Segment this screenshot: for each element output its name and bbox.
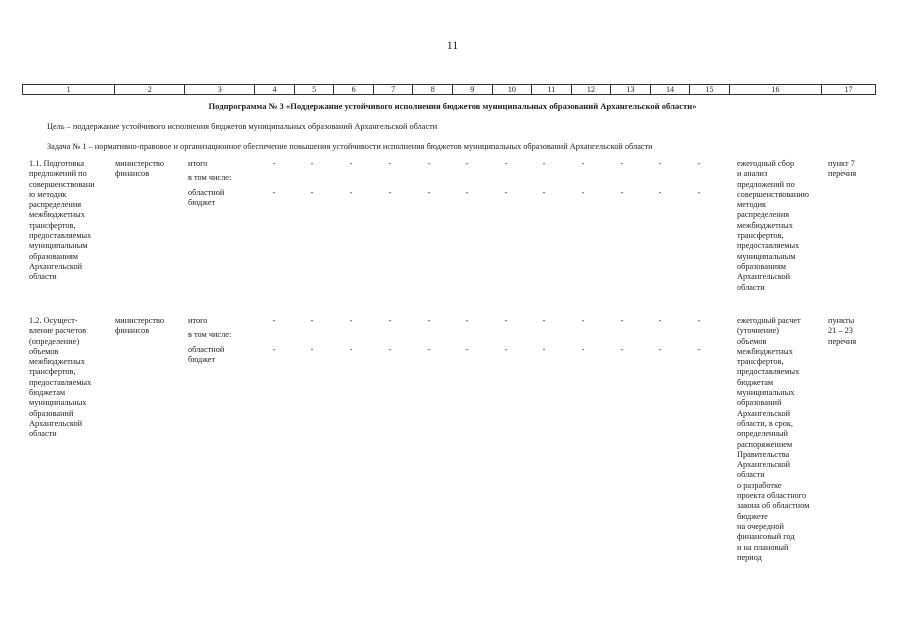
row-2-value-dash: - — [620, 345, 624, 354]
row-1-value-dash: - — [504, 188, 508, 197]
row-2-value-dash: - — [388, 345, 392, 354]
task-text: Задача № 1 – нормативно-правовое и организационное обеспечение повышения устойчивости исполнения бюджетов муниципальных образований Архангельской области — [47, 142, 653, 151]
row-1-result: ежегодный сбор и анализ предложений по совершенствованию методик распределения межбюджетных трансфертов, предоставляемых муниципальным образованиям Архангельской области — [737, 159, 809, 292]
row-2-value-dash: - — [581, 345, 585, 354]
row-1-value-dash: - — [542, 188, 546, 197]
row-1-value-dash: - — [388, 159, 392, 168]
row-1-value-dash: - — [697, 188, 701, 197]
header-col-9: 9 — [453, 85, 493, 95]
row-2-value-dash: - — [504, 316, 508, 325]
row-2-value-dash: - — [658, 345, 662, 354]
header-col-8: 8 — [413, 85, 453, 95]
header-col-16: 16 — [729, 85, 821, 95]
row-2-value-dash: - — [697, 345, 701, 354]
row-2-value-dash: - — [620, 316, 624, 325]
page-number: 11 — [446, 38, 459, 52]
header-col-3: 3 — [185, 85, 255, 95]
row-1-value-dash: - — [465, 188, 469, 197]
header-col-5: 5 — [294, 85, 334, 95]
row-1-value-dash: - — [504, 159, 508, 168]
row-1-value-dash: - — [581, 188, 585, 197]
goal-text: Цель – поддержание устойчивого исполнения бюджетов муниципальных образований Архангельской области — [47, 122, 438, 131]
row-2-value-dash: - — [504, 345, 508, 354]
header-col-17: 17 — [822, 85, 876, 95]
header-col-4: 4 — [255, 85, 295, 95]
header-col-1: 1 — [23, 85, 115, 95]
header-col-6: 6 — [334, 85, 374, 95]
header-col-14: 14 — [650, 85, 690, 95]
row-2-value-dash: - — [427, 345, 431, 354]
row-2-source-total: итого — [188, 316, 208, 325]
row-1-value-dash: - — [542, 159, 546, 168]
row-1-source-total: итого — [188, 159, 208, 168]
row-1-value-dash: - — [465, 159, 469, 168]
row-1-value-dash: - — [658, 159, 662, 168]
row-1-value-dash: - — [697, 159, 701, 168]
row-2-source-including: в том числе: — [188, 330, 232, 339]
header-col-7: 7 — [373, 85, 413, 95]
row-1-value-dash: - — [272, 159, 276, 168]
row-1-value-dash: - — [620, 159, 624, 168]
row-1-value-dash: - — [427, 159, 431, 168]
row-2-value-dash: - — [697, 316, 701, 325]
row-1-value-dash: - — [581, 159, 585, 168]
row-2-result: ежегодный расчет (уточнение) объемов межбюджетных трансфертов, предоставляемых бюджетам муниципальных образований Архангельской области, в срок, определенный распоряжением Правительства Архангельской области о разработке проекта областного закона об областном бюджете на очередной финансовый год и на плановый период — [737, 316, 810, 562]
row-2-value-dash: - — [427, 316, 431, 325]
column-number-header — [22, 84, 876, 95]
row-1-value-dash: - — [272, 188, 276, 197]
row-2-value-dash: - — [310, 345, 314, 354]
header-col-12: 12 — [571, 85, 611, 95]
row-1-value-dash: - — [349, 159, 353, 168]
row-2-value-dash: - — [349, 345, 353, 354]
row-1-source-budget: областной бюджет — [188, 188, 225, 208]
row-2-value-dash: - — [581, 316, 585, 325]
row-1-link: пункт 7 перечня — [828, 159, 857, 179]
row-1-value-dash: - — [349, 188, 353, 197]
row-1-value-dash: - — [658, 188, 662, 197]
row-2-value-dash: - — [658, 316, 662, 325]
header-col-10: 10 — [492, 85, 532, 95]
row-1-executor: министерство финансов — [115, 159, 165, 179]
row-2-value-dash: - — [465, 345, 469, 354]
header-col-2: 2 — [115, 85, 185, 95]
row-2-value-dash: - — [465, 316, 469, 325]
row-1-value-dash: - — [388, 188, 392, 197]
row-1-value-dash: - — [310, 159, 314, 168]
row-2-name: 1.2. Осущест- вление расчетов (определение) объемов межбюджетных трансфертов, предоставляемых бюджетам муниципальных образований Архангельской области — [29, 316, 92, 439]
row-2-value-dash: - — [272, 345, 276, 354]
row-2-value-dash: - — [542, 316, 546, 325]
row-2-value-dash: - — [542, 345, 546, 354]
row-1-name: 1.1. Подготовка предложений по совершенствовани ю методик распределения межбюджетных трансфертов, предоставляемых муниципальным образованиям Архангельской области — [29, 159, 95, 282]
row-2-source-budget: областной бюджет — [188, 345, 225, 365]
row-2-value-dash: - — [388, 316, 392, 325]
row-2-executor: министерство финансов — [115, 316, 165, 336]
row-2-value-dash: - — [272, 316, 276, 325]
row-1-source-including: в том числе: — [188, 173, 232, 182]
row-2-link: пункты 21 – 23 перечня — [828, 316, 857, 346]
header-col-11: 11 — [532, 85, 572, 95]
row-2-value-dash: - — [310, 316, 314, 325]
row-1-value-dash: - — [620, 188, 624, 197]
row-1-value-dash: - — [310, 188, 314, 197]
subprogram-title: Подпрограмма № 3 «Поддержание устойчивого исполнения бюджетов муниципальных образований Архангельской области» — [208, 101, 697, 111]
row-2-value-dash: - — [349, 316, 353, 325]
header-col-15: 15 — [690, 85, 730, 95]
header-col-13: 13 — [611, 85, 651, 95]
row-1-value-dash: - — [427, 188, 431, 197]
